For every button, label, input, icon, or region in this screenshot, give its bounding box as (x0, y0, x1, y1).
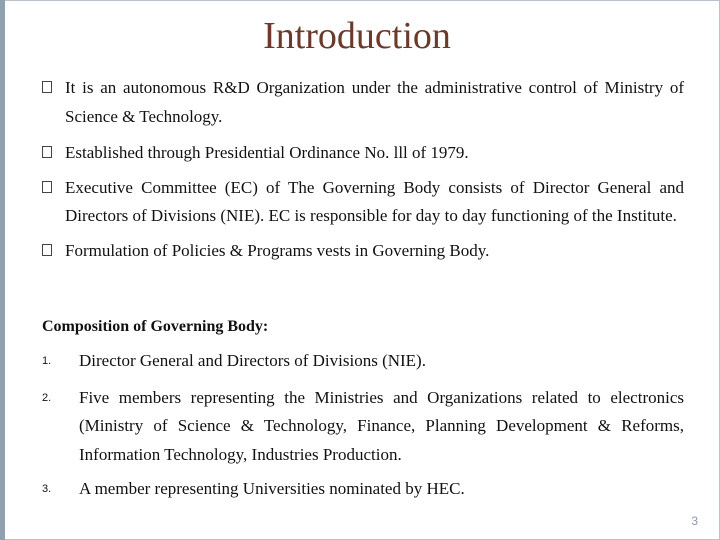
bullet-item (42, 74, 684, 131)
bullet-list (42, 74, 684, 265)
checkbox-bullet-icon (42, 181, 52, 193)
page-number: 3 (691, 514, 698, 528)
bullet-item (42, 139, 684, 168)
checkbox-bullet-icon (42, 146, 52, 158)
composition-list (42, 347, 684, 504)
bullet-text: Formulation of Policies & Programs vests in Governing Body. (65, 240, 490, 260)
checkbox-bullet-icon (42, 81, 52, 93)
bullet-text: Established through Presidential Ordinance No. lll of 1979. (65, 143, 469, 162)
item-text: A member representing Universities nominated by HEC. (79, 479, 465, 498)
item-number: 2. (42, 391, 52, 404)
slide-left-border (0, 0, 5, 540)
composition-item (42, 384, 684, 470)
item-number: 3. (42, 483, 52, 495)
bullet-item (42, 237, 684, 266)
item-number: 1. (42, 355, 52, 367)
item-text: Director General and Directors of Divisions (NIE). (79, 351, 426, 370)
composition-item (42, 475, 684, 504)
bullet-item (42, 174, 684, 231)
item-text: Five members representing the Ministries and Organizations related to electronics (Ministry of Science & Technology, Finance, Planning Development & Reforms, Information Technology, Industries Production. (79, 387, 684, 464)
checkbox-bullet-icon (42, 244, 52, 256)
bullet-text: It is an autonomous R&D Organization under the administrative control of Ministry of Science & Technology. (65, 78, 684, 126)
slide-title: Introduction (263, 15, 451, 57)
composition-item (42, 347, 684, 376)
composition-heading: Composition of Governing Body: (42, 318, 269, 335)
bullet-text: Executive Committee (EC) of The Governing Body consists of Director General and Directors of Divisions (NIE). EC is responsible for day to day functioning of the Institute. (65, 177, 684, 225)
